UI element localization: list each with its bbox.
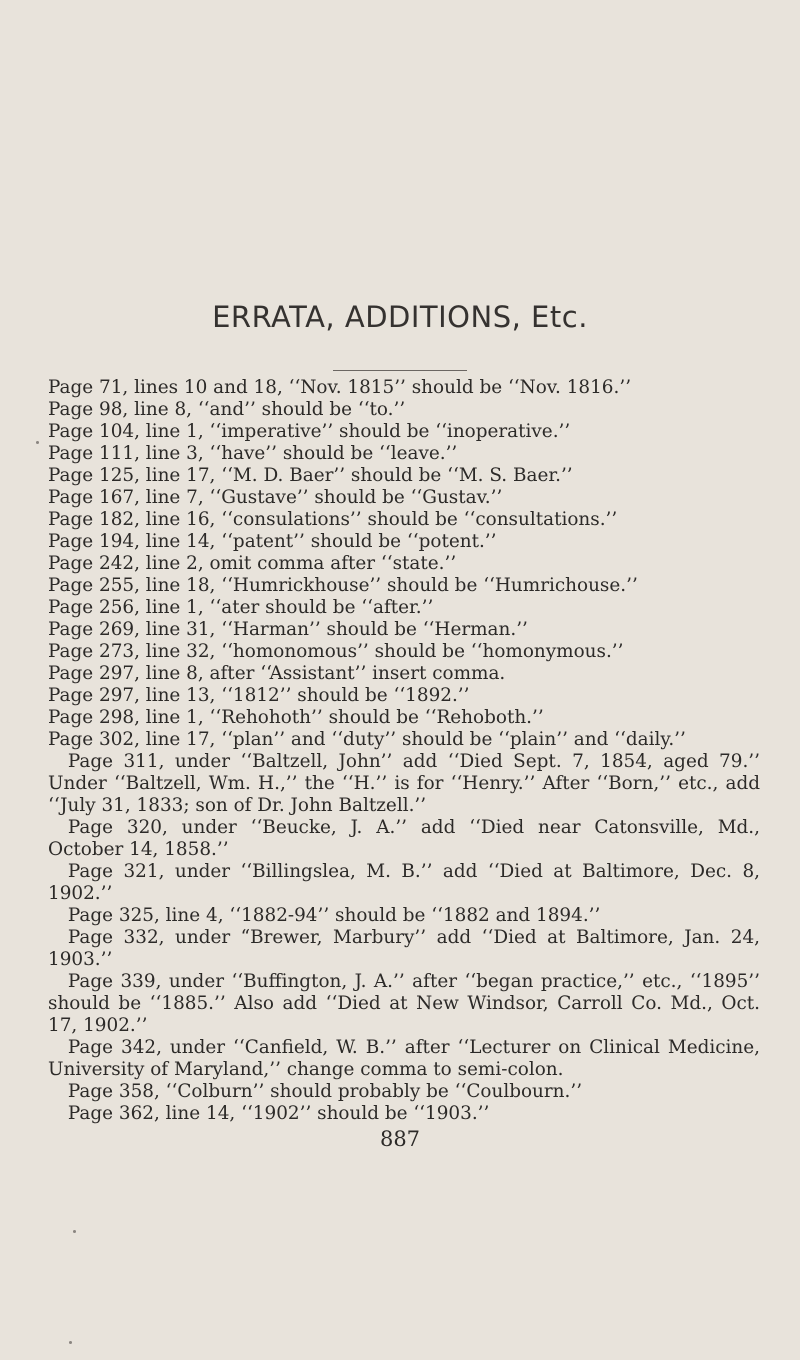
errata-entry: Page 298, line 1, ‘‘Rehohoth’’ should be ‘‘Rehoboth.’’ (48, 707, 544, 728)
errata-entry: Page 125, line 17, ‘‘M. D. Baer’’ should be ‘‘M. S. Baer.’’ (48, 465, 573, 486)
errata-entry: Page 167, line 7, ‘‘Gustave’’ should be ‘‘Gustav.’’ (48, 487, 503, 508)
errata-entry: Page 321, under ‘‘Billingslea, M. B.’’ add ‘‘Died at Baltimore, Dec. 8, 1902.’’ (48, 861, 760, 904)
errata-entry: Page 325, line 4, ‘‘1882-94’’ should be ‘‘1882 and 1894.’’ (67, 905, 601, 926)
page-number: 887 (379, 1127, 421, 1151)
errata-entry: Page 339, under ‘‘Buffington, J. A.’’ after ‘‘began practice,’’ etc., ‘‘1895’’ should be ‘‘1885.’’ Also add ‘‘Died at New Windsor, Carroll Co. Md., Oct. 17, 1902.’’ (48, 971, 760, 1036)
errata-entry: Page 362, line 14, ‘‘1902’’ should be ‘‘1903.’’ (67, 1103, 490, 1124)
errata-entry: Page 242, line 2, omit comma after ‘‘state.’’ (48, 553, 457, 574)
page-title: ERRATA, ADDITIONS, Etc. (212, 300, 588, 334)
errata-entry: Page 269, line 31, ‘‘Harman’’ should be ‘‘Herman.’’ (48, 619, 528, 640)
errata-entry: Page 194, line 14, ‘‘patent’’ should be ‘‘potent.’’ (48, 531, 497, 552)
margin-speck (69, 1341, 72, 1344)
errata-entry: Page 104, line 1, ‘‘imperative’’ should be ‘‘inoperative.’’ (48, 421, 571, 442)
errata-entry: Page 255, line 18, ‘‘Humrickhouse’’ should be ‘‘Humrichouse.’’ (48, 575, 638, 596)
errata-entry: Page 256, line 1, ‘‘ater should be ‘‘after.’’ (48, 597, 434, 618)
errata-entry: Page 311, under ‘‘Baltzell, John’’ add ‘‘Died Sept. 7, 1854, aged 79.’’ Under ‘‘Baltzell, Wm. H.,’’ the ‘‘H.’’ is for ‘‘Henry.’’ After ‘‘Born,’’ etc., add ‘‘July 31, 1833; son of Dr. John Baltzell.’’ (48, 751, 760, 816)
errata-entry: Page 320, under ‘‘Beucke, J. A.’’ add ‘‘Died near Catonsville, Md., October 14, 1858.’’ (48, 817, 760, 860)
title-rule (333, 370, 467, 371)
errata-entry: Page 297, line 8, after ‘‘Assistant’’ insert comma. (48, 663, 506, 684)
errata-entry: Page 302, line 17, ‘‘plan’’ and ‘‘duty’’ should be ‘‘plain’’ and ‘‘daily.’’ (48, 729, 686, 750)
errata-entry: Page 71, lines 10 and 18, ‘‘Nov. 1815’’ should be ‘‘Nov. 1816.’’ (48, 377, 632, 398)
errata-entry: Page 98, line 8, ‘‘and’’ should be ‘‘to.’’ (48, 399, 406, 420)
errata-entry: Page 297, line 13, ‘‘1812’’ should be ‘‘1892.’’ (48, 685, 470, 706)
margin-speck (36, 441, 39, 444)
errata-list (48, 377, 760, 1125)
errata-entry: Page 358, ‘‘Colburn’’ should probably be ‘‘Coulbourn.’’ (67, 1081, 583, 1102)
errata-entry: Page 111, line 3, ‘‘have’’ should be ‘‘leave.’’ (48, 443, 458, 464)
margin-speck (73, 1230, 76, 1233)
errata-entry: Page 273, line 32, ‘‘homonomous’’ should be ‘‘homonymous.’’ (48, 641, 624, 662)
errata-entry: Page 332, under “Brewer, Marbury’’ add ‘‘Died at Baltimore, Jan. 24, 1903.’’ (48, 927, 760, 970)
errata-entry: Page 342, under ‘‘Canfield, W. B.’’ after ‘‘Lecturer on Clinical Medicine, University of Maryland,’’ change comma to semi-colon. (48, 1037, 760, 1080)
errata-entry: Page 182, line 16, ‘‘consulations’’ should be ‘‘consultations.’’ (48, 509, 618, 530)
